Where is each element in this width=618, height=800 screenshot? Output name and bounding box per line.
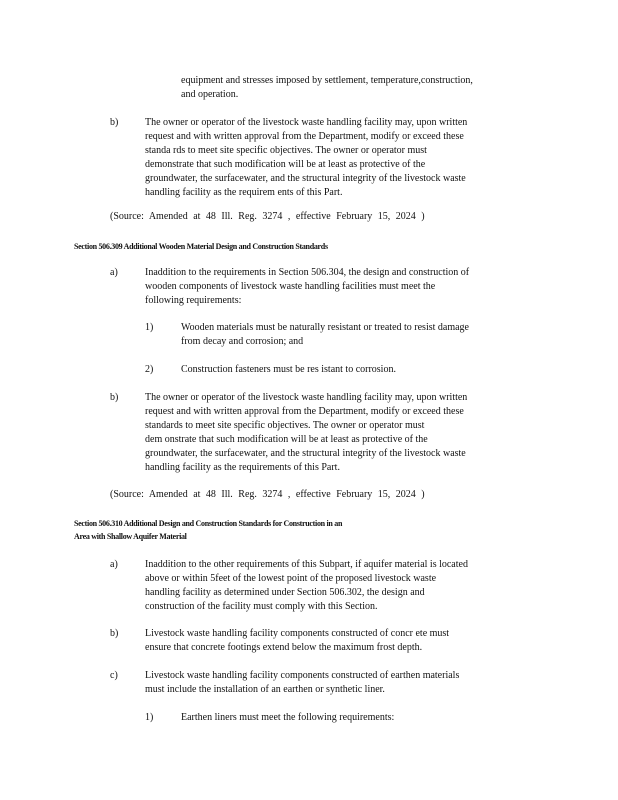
source-note: (Source: Amended at 48 Ill. Reg. 3274 , effective February 15, 2024 ) — [110, 489, 425, 500]
item-label-b: b) — [110, 392, 119, 403]
item-label-a: a) — [110, 559, 118, 570]
section-heading-506-309: Section 506.309 Additional Wooden Material Design and Construction Standards — [74, 242, 328, 251]
item-label-b: b) — [110, 117, 119, 128]
paragraph-b: The owner or operator of the livestock waste handling facility may, upon written request and with written approval from the Department, modify or exceed these standa rds to meet site specific objectives. The owner or operator must demonstrate that such modification will be at least as protective of the groundwater, the surfacewater, and the structural integrity of the livestock waste handling facility as the requirem ents of this Part. — [145, 117, 468, 198]
paragraph-c1: Earthen liners must meet the following requirements: — [181, 712, 395, 723]
paragraph-a: Inaddition to the other requirements of this Subpart, if aquifer material is located above or within 5feet of the lowest point of the proposed livestock waste handling facility as determined under Section 506.302, the design and construction of the facility must comply with this Section. — [145, 559, 468, 612]
paragraph-a1: Wooden materials must be naturally resistant or treated to resist damage from decay and corrosion; and — [181, 322, 469, 347]
section-heading-506-310: Section 506.310 Additional Design and Construction Standards for Construction in an Area with Shallow Aquifer Material — [74, 519, 343, 541]
paragraph-c: Livestock waste handling facility components constructed of earthen materials must include the installation of an earthen or synthetic liner. — [145, 670, 460, 695]
paragraph-a2: Construction fasteners must be res istant to corrosion. — [181, 364, 396, 375]
item-label-a: a) — [110, 267, 118, 278]
item-label-b: b) — [110, 628, 119, 639]
item-label-a1: 1) — [145, 322, 154, 333]
paragraph-a: Inaddition to the requirements in Section 506.304, the design and construction of wooden components of livestock waste handling facilities must meet the following requirements: — [145, 267, 470, 306]
paragraph-b: The owner or operator of the livestock waste handling facility may, upon written request and with written approval from the Department, modify or exceed these standards to meet site specific objectives. The owner or operator must dem onstrate that such modification will be at least as protective of the groundwater, the surfacewater, and the structural integrity of the livestock waste handling facility as the requirements of this Part. — [145, 392, 468, 473]
item-label-a2: 2) — [145, 364, 154, 375]
item-label-c: c) — [110, 670, 118, 681]
item-label-c1: 1) — [145, 712, 154, 723]
paragraph-b: Livestock waste handling facility components constructed of concr ete must ensure that concrete footings extend below the maximum frost depth. — [145, 628, 450, 653]
carryover-paragraph: equipment and stresses imposed by settlement, temperature,construction, and operation. — [181, 75, 473, 100]
source-note: (Source: Amended at 48 Ill. Reg. 3274 , effective February 15, 2024 ) — [110, 211, 425, 222]
